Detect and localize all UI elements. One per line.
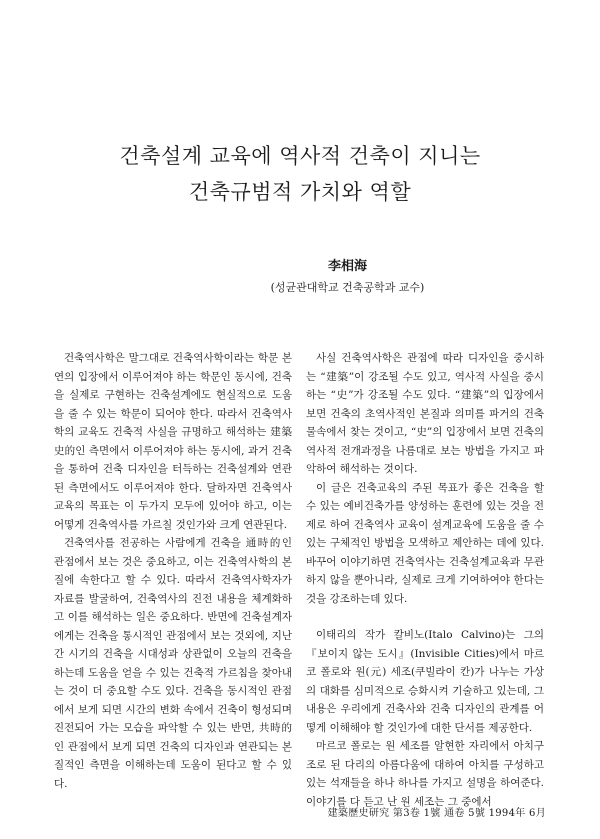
paragraph: 건축역사학은 말그대로 건축역사학이라는 학문 본연의 입장에서 이루어져야 하는 학문인 동시에, 건축을 실제로 구현하는 건축설계에도 현실적으로 도움을 줄 수 있는 학문이 되어야 한다. 따라서 건축역사학의 교육도 건축적 사실을 규명하고 해석하는 建築史的인 측면에서 이루어져야 하는 동시에, 과거 건축을 통하여 건축 디자인을 터득하는 건축설계와 연관된 측면에서도 이루어져야 한다. 달하자면 건축역사 교육의 목표는 이 두가지 모두에 있어야 하고, 이는 어떻게 건축역사를 가르칠 것인가와 크게 연관된다. (54, 352, 292, 531)
paragraph: 사실 건축역사학은 관점에 따라 디자인을 중시하는 “建築”이 강조될 수도 있고, 역사적 사실을 중시하는 “史”가 강조될 수도 있다. “建築”의 입장에서 보면 건축의 초역사적인 본질과 의미를 파거의 건축물속에서 찾는 것이고, “史”의 입장에서 보면 건축의 역사적 전개과정을 나름대로 보는 방법을 가지고 파악하여 해석하는 것이다. (306, 352, 544, 475)
journal-footer: 建築歷史研究 第3卷 1號 通卷 5號 1994年 6月 (327, 808, 546, 819)
author-affiliation: (성균관대학교 건축공학과 교수) (270, 281, 425, 294)
right-column (306, 349, 544, 811)
title-line-1: 건축설계 교육에 역사적 건축이 지니는 (119, 144, 481, 168)
title-line-2: 건축규범적 가치와 역할 (188, 180, 412, 204)
paragraph: 이태리의 작가 칼비노(Italo Calvino)는 그의 『보이지 않는 도시』(Invisible Cities)에서 마르코 폴로와 원(元) 세조(쿠빌라이 칸)가 나누는 가상의 대화를 심미적으로 승화시켜 기술하고 있는데, 그 내용은 우리에게 건축사와 건축 디자인의 관계를 어떻게 이해해야 할 것인가에 대한 단서를 제공한다. (306, 629, 544, 734)
author-name: 李相海 (327, 259, 367, 274)
paragraph: 마르코 폴로는 원 세조를 알현한 자리에서 아치구조로 된 다리의 아름다움에 대하여 아치를 구성하고 있는 석재들을 하나 하나를 가지고 설명을 하여준다. 이야기를 다 듣고 난 원 세조는 그 중에서 (306, 740, 544, 808)
left-column (54, 349, 292, 793)
title-block (0, 138, 600, 210)
author-block (0, 258, 600, 297)
paragraph: 이 글은 건축교육의 주된 목표가 좋은 건축을 할 수 있는 예비건축가를 양성하는 훈련에 있는 것을 전제로 하여 건축역사 교육이 설계교육에 도움을 줄 수 있는 구체적인 방법을 모색하고 제안하는 데에 있다. 바꾸어 이야기하면 건축역사는 건축설계교육과 무관하지 않을 뿐아니라, 실제로 크게 기여하여야 한다는 것을 강조하는데 있다. (306, 481, 544, 605)
paragraph: 건축역사를 전공하는 사람에게 건축을 通時的인 관점에서 보는 것은 중요하고, 이는 건축역사학의 본질에 속한다고 할 수 있다. 따라서 건축역사학자가 자료를 발굴하여, 건축역사의 진전 내용을 체계화하고 이를 해석하는 일은 중요하다. 반면에 건축설계자에게는 건축을 통시적인 관점에서 보는 것외에, 지난간 시기의 건축을 시대성과 상관없이 오늘의 건축을 하는데 도움을 얻을 수 있는 건축적 가르침을 찾아내는 것이 더 중요할 수도 있다. 건축을 동시적인 관점에서 보게 되면 시간의 변화 속에서 건축이 형성되며 진전되어 가는 모습을 파악할 수 있는 반면, 共時的인 관점에서 보게 되면 건축의 디자인과 연관되는 본질적인 측면을 이해하는데 도움이 된다고 할 수 있다. (54, 537, 292, 790)
